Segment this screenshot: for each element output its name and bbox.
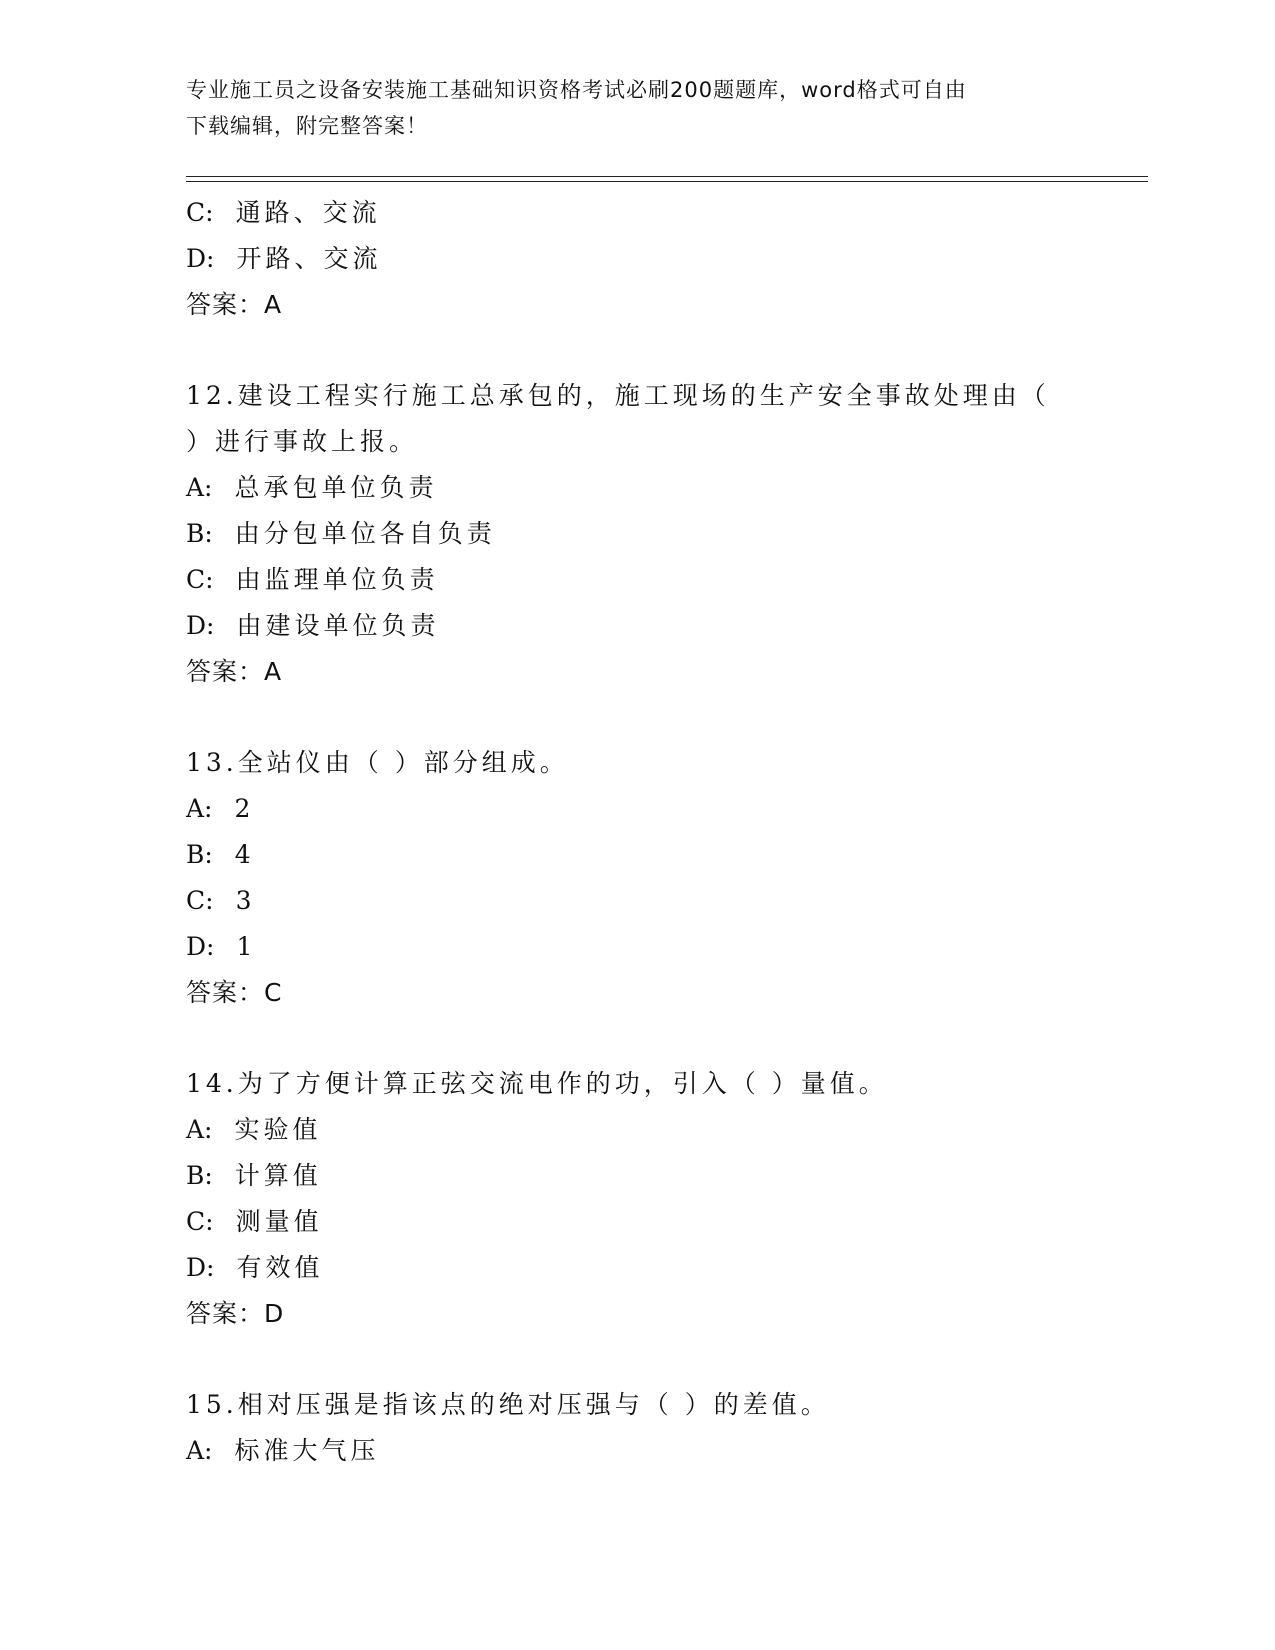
header-title-line-2: 下载编辑，附完整答案！	[186, 114, 428, 138]
option-text: 由监理单位负责	[235, 565, 439, 594]
option-d	[186, 924, 1146, 970]
option-d	[186, 1245, 1146, 1291]
answer-line: 答案：A	[186, 657, 283, 686]
option-c	[186, 190, 1146, 236]
option-letter: C:	[186, 198, 214, 227]
option-letter: D:	[186, 932, 215, 961]
option-b	[186, 511, 1146, 557]
question-11-continued	[186, 190, 1146, 328]
question-stem-line-1: 14.为了方便计算正弦交流电作的功，引入（ ）量值。	[186, 1069, 888, 1098]
option-c	[186, 1199, 1146, 1245]
option-letter: C:	[186, 1207, 214, 1236]
option-text: 1	[236, 932, 257, 961]
option-letter: A:	[186, 794, 213, 823]
option-text: 测量值	[235, 1207, 323, 1236]
option-letter: B:	[186, 519, 213, 548]
header-divider-bottom	[186, 181, 1148, 182]
option-letter: A:	[186, 1436, 213, 1465]
option-letter: D:	[186, 611, 215, 640]
option-d	[186, 603, 1146, 649]
option-text: 3	[235, 886, 256, 915]
option-letter: C:	[186, 886, 214, 915]
option-letter: A:	[186, 473, 213, 502]
question-list	[186, 190, 1146, 1474]
option-letter: A:	[186, 1115, 213, 1144]
option-text: 4	[234, 840, 255, 869]
option-text: 通路、交流	[235, 198, 381, 227]
question-stem-line-1: 13.全站仪由（ ）部分组成。	[186, 748, 569, 777]
question-13	[186, 740, 1146, 1016]
answer-line: 答案：D	[186, 1299, 285, 1328]
option-a	[186, 1107, 1146, 1153]
answer-line: 答案：A	[186, 290, 283, 319]
option-c	[186, 878, 1146, 924]
document-header	[186, 72, 1066, 144]
option-letter: D:	[186, 1253, 215, 1282]
option-a	[186, 465, 1146, 511]
option-text: 2	[234, 794, 255, 823]
option-text: 计算值	[234, 1161, 322, 1190]
option-text: 开路、交流	[236, 244, 382, 273]
option-text: 由建设单位负责	[236, 611, 440, 640]
question-12	[186, 373, 1146, 695]
question-15	[186, 1382, 1146, 1474]
option-letter: B:	[186, 1161, 213, 1190]
question-stem-line-1: 12.建设工程实行施工总承包的，施工现场的生产安全事故处理由（	[186, 381, 1050, 410]
question-stem-line-2: ）进行事故上报。	[186, 427, 419, 456]
option-letter: B:	[186, 840, 213, 869]
option-b	[186, 1153, 1146, 1199]
option-letter: D:	[186, 244, 215, 273]
option-text: 标准大气压	[234, 1436, 380, 1465]
option-c	[186, 557, 1146, 603]
option-text: 实验值	[234, 1115, 322, 1144]
option-d	[186, 236, 1146, 282]
option-text: 总承包单位负责	[234, 473, 438, 502]
option-b	[186, 832, 1146, 878]
header-title-line-1: 专业施工员之设备安装施工基础知识资格考试必刷200题题库，word格式可自由	[186, 78, 967, 102]
question-14	[186, 1061, 1146, 1337]
answer-line: 答案：C	[186, 978, 283, 1007]
option-letter: C:	[186, 565, 214, 594]
option-text: 由分包单位各自负责	[234, 519, 496, 548]
option-a	[186, 786, 1146, 832]
option-a	[186, 1428, 1146, 1474]
question-stem-line-1: 15.相对压强是指该点的绝对压强与（ ）的差值。	[186, 1390, 830, 1419]
option-text: 有效值	[236, 1253, 324, 1282]
header-divider-top	[186, 176, 1148, 177]
